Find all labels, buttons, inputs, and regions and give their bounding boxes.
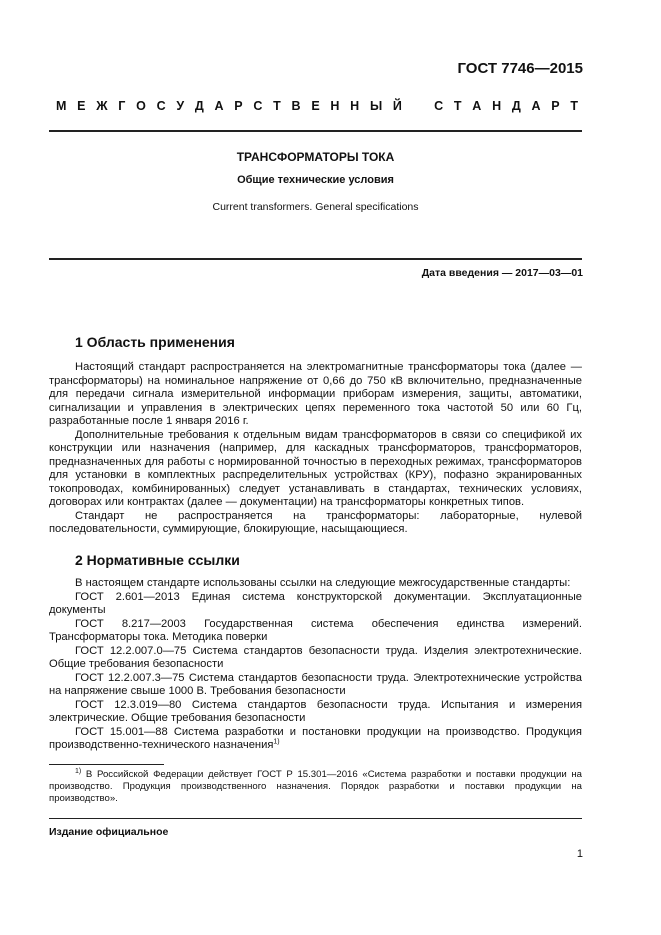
reference-item: ГОСТ 2.601—2013 Единая система конструкторской документации. Эксплуатационные документы <box>49 590 582 616</box>
document-subtitle: Общие технические условия <box>237 174 394 186</box>
header-rule <box>49 130 582 132</box>
reference-item: ГОСТ 12.2.007.0—75 Система стандартов безопасности труда. Изделия электротехнические. Общие требования безопасности <box>49 644 582 670</box>
footnote-text: В Российской Федерации действует ГОСТ Р 15.301—2016 «Система разработки и поставки продукции на производство. Продукция производственного назначения. Порядок разработки и поставки продукции на производство». <box>49 769 582 804</box>
title-rule <box>49 258 582 260</box>
section-1-body <box>49 361 582 537</box>
reference-item: ГОСТ 12.3.019—80 Система стандартов безопасности труда. Испытания и измерения электрические. Общие требования безопасности <box>49 698 582 724</box>
paragraph: Стандарт не распространяется на трансформаторы: лабораторные, нулевой последовательности, суммирующие, блокирующие, насыщающиеся. <box>49 509 582 535</box>
footer-rule <box>49 818 582 819</box>
footnote-marker: 1) <box>75 767 82 775</box>
page-number: 1 <box>576 848 583 860</box>
footnote-rule <box>49 764 164 765</box>
paragraph: Дополнительные требования к отдельным видам трансформаторов в связи со спецификой их конструкции или назначения (например, для каскадных трансформаторов, трансформаторов, предназначенных для работы с нормированной точностью в переходных режимах, трансформаторов для установки в комплектных распределительных устройствах (КРУ), пофазно экранированных токопроводах, комбинированных) следует устанавливать в стандартах, технических условиях, договорах или контрактах (далее — документации) на трансформаторы конкретных типов. <box>49 428 582 508</box>
reference-text: ГОСТ 15.001—88 Система разработки и постановки продукции на производство. Продукция производственно-технического назначения <box>49 725 582 751</box>
document-code: ГОСТ 7746—2015 <box>457 60 583 77</box>
edition-label: Издание официальное <box>49 826 169 838</box>
footnote-ref: 1) <box>273 738 280 746</box>
section-2-heading: 2 Нормативные ссылки <box>75 552 240 568</box>
standard-type-text: М Е Ж Г О С У Д А Р С Т В Е Н Н Ы Й С Т А Н Д А Р Т <box>56 99 578 113</box>
english-title: Current transformers. General specifications <box>212 201 419 213</box>
reference-item: ГОСТ 8.217—2003 Государственная система обеспечения единства измерений. Трансформаторы тока. Методика поверки <box>49 617 582 643</box>
standard-type-banner <box>56 99 578 113</box>
section-2-body <box>49 577 582 753</box>
paragraph: Настоящий стандарт распространяется на электромагнитные трансформаторы тока (далее — трансформаторы) на номинальное напряжение от 0,66 до 750 кВ включительно, предназначенные для передачи сигнала измерительной информации приборам измерения, защиты, автоматики, сигнализации и управления в электрических цепях переменного тока частотой 50 или 60 Гц, разработанные после 1 января 2016 г. <box>49 361 582 427</box>
document-title: ТРАНСФОРМАТОРЫ ТОКА <box>236 150 395 164</box>
section-1-heading: 1 Область применения <box>75 334 235 350</box>
paragraph: В настоящем стандарте использованы ссылки на следующие межгосударственные стандарты: <box>75 577 571 589</box>
footnote <box>49 769 582 805</box>
introduction-date: Дата введения — 2017—03—01 <box>421 267 583 279</box>
reference-item: ГОСТ 12.2.007.3—75 Система стандартов безопасности труда. Электротехнические устройства на напряжение свыше 1000 В. Требования безопасности <box>49 671 582 697</box>
reference-item <box>49 726 582 753</box>
